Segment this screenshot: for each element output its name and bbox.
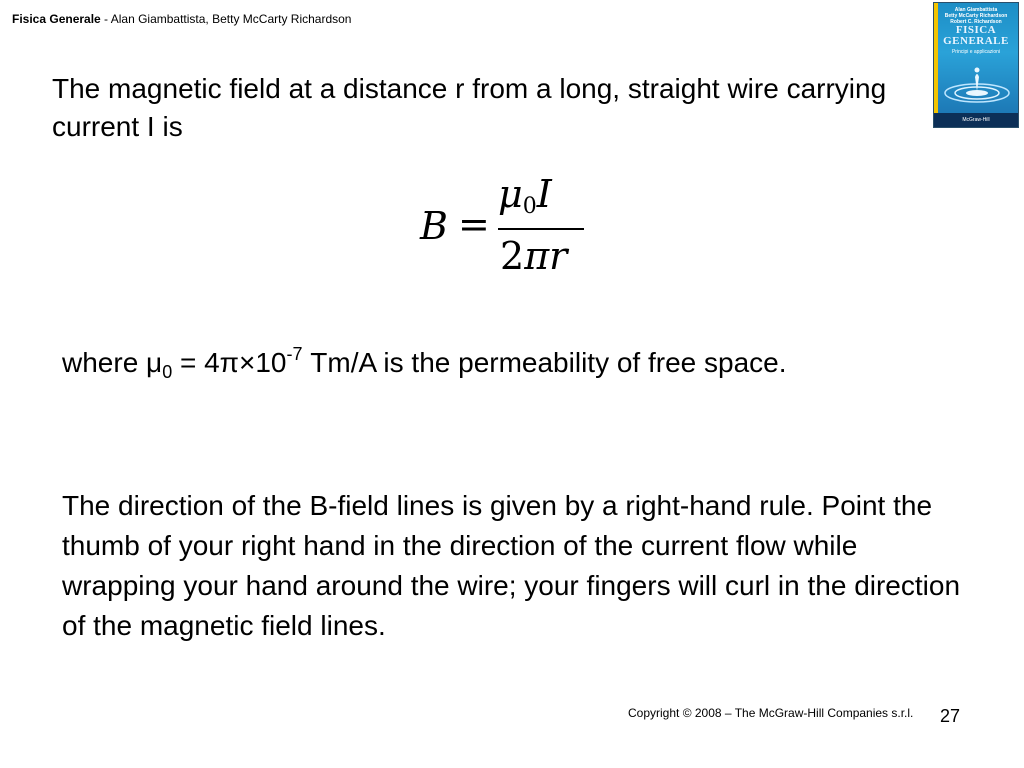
cover-subtitle: Principi e applicazioni [951, 49, 1001, 55]
cover-author-3: Robert C. Richardson [950, 19, 1002, 25]
cover-author-1: Alan Giambattista [954, 7, 998, 13]
where-mu: μ [146, 347, 163, 378]
where-exponent: -7 [286, 344, 303, 364]
cover-authors [940, 7, 1012, 25]
copyright-notice: Copyright © 2008 – The McGraw-Hill Companies s.r.l. [628, 706, 914, 720]
cover-author-2: Betty McCarty Richardson [944, 13, 1008, 19]
formula-equals: = [458, 202, 490, 246]
formula-denominator [500, 234, 567, 278]
formula-mu: μ [498, 172, 523, 216]
cover-title [938, 25, 1014, 47]
formula-r: r [549, 234, 568, 278]
cover-publisher: McGraw-Hill [934, 113, 1018, 127]
cover-spine [934, 3, 938, 127]
book-cover-image [933, 2, 1019, 128]
formula-two: 2 [500, 234, 525, 278]
formula-pi: π [524, 234, 550, 278]
fraction-bar [498, 228, 584, 230]
formula-mu-subscript: 0 [522, 194, 537, 219]
direction-paragraph: The direction of the B-field lines is given by a right-hand rule. Point the thumb of your right hand in the direction of the current flow while wrapping your hand around the wire; your fingers will curl in the direction of the magnetic field lines. [62, 490, 961, 641]
where-suffix: Tm/A is the permeability of free space. [302, 347, 787, 378]
cover-title-line-1: FISICA [955, 24, 997, 36]
page-number: 27 [940, 706, 961, 726]
formula-current: I [536, 172, 552, 216]
cover-title-line-2: GENERALE [943, 35, 1009, 47]
water-splash-icon [942, 65, 1012, 105]
formula-lhs: B [420, 204, 448, 248]
where-prefix: where [62, 347, 147, 378]
slide-header [12, 12, 351, 26]
magnetic-field-formula [420, 172, 580, 282]
book-title: Fisica Generale [12, 12, 101, 26]
where-value: = 4π×10 [172, 347, 287, 378]
formula-numerator [498, 172, 552, 219]
permeability-paragraph [62, 336, 787, 390]
book-authors: - Alan Giambattista, Betty McCarty Richardson [100, 12, 352, 26]
intro-paragraph: The magnetic field at a distance r from a long, straight wire carrying current I is [52, 73, 887, 142]
where-mu-subscript: 0 [162, 362, 173, 382]
